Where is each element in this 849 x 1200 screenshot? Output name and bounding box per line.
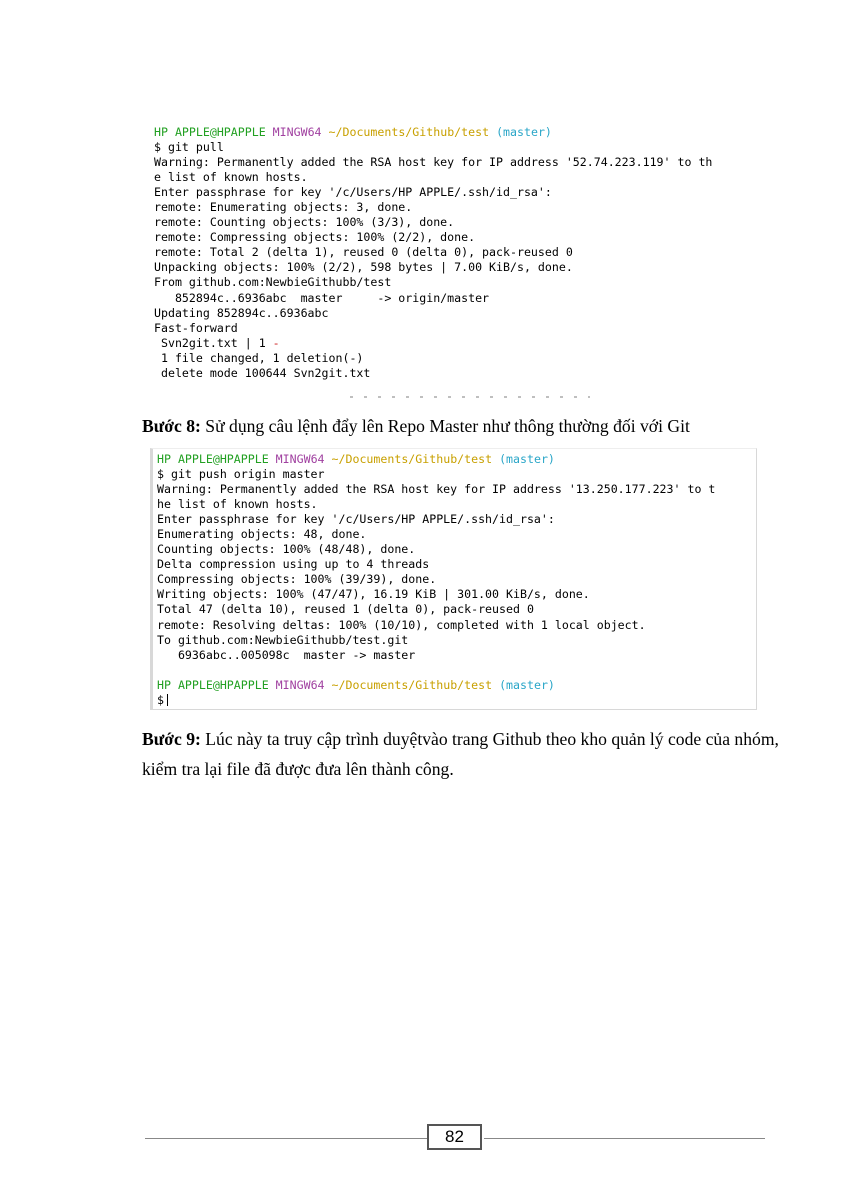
terminal-line: remote: Enumerating objects: 3, done. <box>154 200 413 215</box>
footer-rule-right <box>484 1138 765 1139</box>
terminal-line: 1 file changed, 1 deletion(-) <box>154 350 364 365</box>
text-cursor <box>167 694 168 706</box>
terminal-line: he list of known hosts. <box>157 497 318 512</box>
step-9-paragraph <box>142 724 782 784</box>
terminal-line: To github.com:NewbieGithubb/test.git <box>157 632 409 647</box>
prompt-branch: (master) <box>499 452 555 466</box>
prompt-user: HP APPLE@HPAPPLE <box>157 677 269 692</box>
terminal-prompt <box>157 452 756 467</box>
terminal-line: Enumerating objects: 48, done. <box>157 527 367 542</box>
terminal-prompt <box>154 125 760 140</box>
terminal-line: Writing objects: 100% (47/47), 16.19 KiB | 301.00 KiB/s, done. <box>157 587 590 602</box>
prompt-path: ~/Documents/Github/test <box>328 125 490 139</box>
terminal-git-push <box>150 448 757 710</box>
diffstat-minus: - <box>272 335 280 350</box>
terminal-line: Compressing objects: 100% (39/39), done. <box>157 572 437 587</box>
final-prompt-symbol: $ <box>157 692 164 707</box>
terminal-line: 852894c..6936abc master -> origin/master <box>154 290 490 305</box>
terminal-line: $ git pull <box>154 140 224 155</box>
terminal-line: Unpacking objects: 100% (2/2), 598 bytes | 7.00 KiB/s, done. <box>154 260 573 275</box>
terminal-line: Total 47 (delta 10), reused 1 (delta 0), pack-reused 0 <box>157 602 534 617</box>
terminal-line: Fast-forward <box>154 320 238 335</box>
terminal-line: Enter passphrase for key '/c/Users/HP APPLE/.ssh/id_rsa': <box>157 512 555 527</box>
terminal-line: remote: Total 2 (delta 1), reused 0 (delta 0), pack-reused 0 <box>154 245 573 260</box>
page-number: 82 <box>427 1124 482 1150</box>
terminal-git-pull <box>154 125 760 400</box>
prompt-path: ~/Documents/Github/test <box>331 452 493 466</box>
terminal-line: Counting objects: 100% (48/48), done. <box>157 542 416 557</box>
terminal-line: Warning: Permanently added the RSA host key for IP address '52.74.223.119' to th <box>154 155 713 170</box>
step-8-text: Sử dụng câu lệnh đẩy lên Repo Master như thông thường đối với Git <box>200 416 690 436</box>
prompt-shell: MINGW64 <box>272 125 322 139</box>
prompt-path: ~/Documents/Github/test <box>331 677 493 692</box>
prompt-shell: MINGW64 <box>275 677 325 692</box>
step-9-label: Bước 9: <box>142 729 201 749</box>
prompt-branch: (master) <box>496 125 552 139</box>
terminal-line: 6936abc..005098c master -> master <box>157 647 416 662</box>
prompt-branch: (master) <box>499 677 555 692</box>
terminal-line: remote: Compressing objects: 100% (2/2), done. <box>154 230 476 245</box>
terminal-line: delete mode 100644 Svn2git.txt <box>154 365 371 380</box>
terminal-line: remote: Counting objects: 100% (3/3), done. <box>154 215 455 230</box>
terminal-line: e list of known hosts. <box>154 170 308 185</box>
terminal-line: Enter passphrase for key '/c/Users/HP APPLE/.ssh/id_rsa': <box>154 185 552 200</box>
prompt-shell: MINGW64 <box>275 452 325 466</box>
terminal-blank-line <box>157 663 756 678</box>
terminal-prompt <box>157 678 756 693</box>
step-8-label: Bước 8: <box>142 416 201 436</box>
prompt-user: HP APPLE@HPAPPLE <box>154 125 266 139</box>
terminal-line: remote: Resolving deltas: 100% (10/10), completed with 1 local object. <box>157 617 646 632</box>
terminal-line: Warning: Permanently added the RSA host key for IP address '13.250.177.223' to t <box>157 482 716 497</box>
cropped-edge-divider <box>350 396 590 398</box>
terminal-input-line[interactable] <box>157 693 756 708</box>
terminal-line: Updating 852894c..6936abc <box>154 305 329 320</box>
footer-rule-left <box>145 1138 428 1139</box>
step-8-paragraph <box>142 411 792 441</box>
prompt-user: HP APPLE@HPAPPLE <box>157 452 269 466</box>
step-9-text: Lúc này ta truy cập trình duyệtvào trang Github theo kho quản lý code của nhóm, kiểm tra lại file đã được đưa lên thành công. <box>142 729 779 779</box>
diffstat-prefix: Svn2git.txt | 1 <box>154 335 273 350</box>
terminal-line: Delta compression using up to 4 threads <box>157 557 430 572</box>
terminal-line: $ git push origin master <box>157 467 325 482</box>
terminal-line: From github.com:NewbieGithubb/test <box>154 275 392 290</box>
terminal-diffstat-line <box>154 336 760 351</box>
